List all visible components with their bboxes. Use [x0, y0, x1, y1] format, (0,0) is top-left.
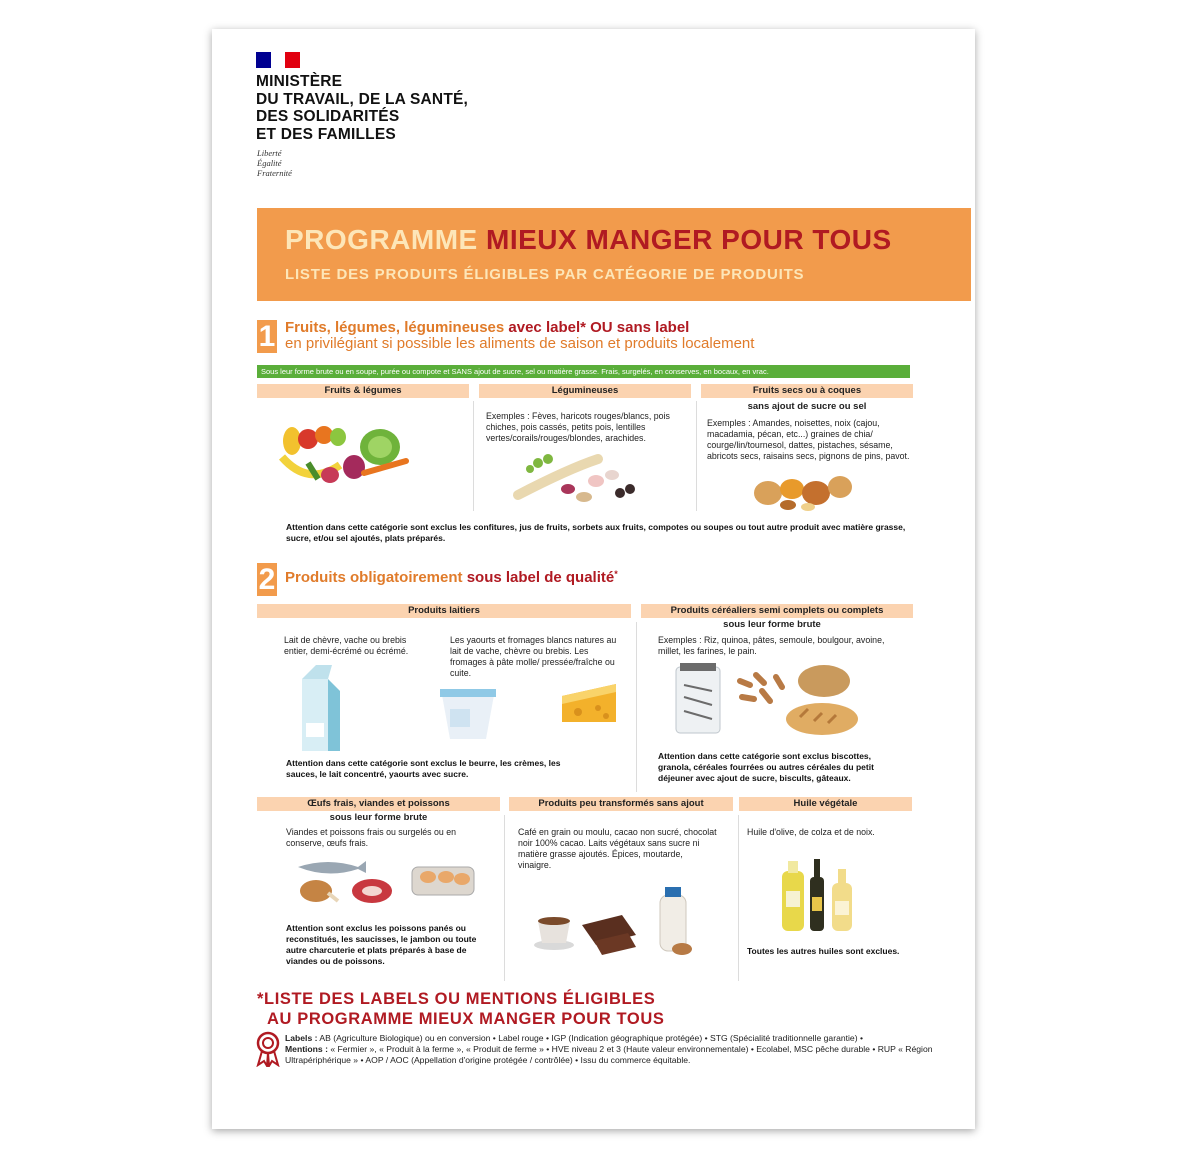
yogurt-illustration: [436, 681, 500, 745]
section-number: 1: [258, 320, 276, 353]
divider: [738, 815, 739, 981]
dairy-warning: Attention dans cette catégorie sont exclus le beurre, les crèmes, les sauces, le lait concentré, yaourts avec sucre.: [286, 758, 561, 779]
processed-header: Produits peu transformés sans ajout: [509, 797, 733, 811]
divider: [473, 401, 474, 511]
labels-title: [257, 989, 664, 1029]
ministry-name: [256, 73, 468, 143]
processed-illustration: [532, 885, 712, 965]
divider: [696, 401, 697, 511]
cereals-header: Produits céréaliers semi complets ou complets: [641, 604, 913, 618]
section1-title: [285, 319, 689, 336]
labels-list: AB (Agriculture Biologique) ou en conversion • Label rouge • IGP (Indication géographique protégée) • STG (Spécialité traditionnelle garantie) •: [317, 1033, 863, 1043]
section2-title-part1: Produits obligatoirement: [285, 569, 467, 586]
nuts-illustration: [752, 469, 862, 511]
dairy-yogurt-text: Les yaourts et fromages blancs natures au lait de vache, chèvre ou brebis. Les fromages à pâte molle/ pressée/fraîche ou cuite.: [450, 635, 617, 678]
legumes-header: Légumineuses: [479, 384, 691, 398]
dairy-milk-text: Lait de chèvre, vache ou brebis entier, demi-écrémé ou écrémé.: [284, 635, 409, 656]
section1-title-part1: Fruits, légumes, légumineuses: [285, 319, 509, 336]
dairy-header: Produits laitiers: [257, 604, 631, 618]
labels-title-line1: *LISTE DES LABELS OU MENTIONS ÉLIGIBLES: [257, 990, 656, 1008]
mentions-list: « Fermier », « Produit à la ferme », « Produit de ferme » • HVE niveau 2 et 3 (Haute valeur environnementale) • Ecolabel, MSC pêche durable • RUP « Région Ultrapériphérique » • AOP / AOC (Appellation d'origine protégée / contrôlée) • Issu du commerce équitable.: [285, 1044, 933, 1065]
motto-line: Fraternité: [257, 168, 292, 178]
divider: [636, 622, 637, 792]
motto-line: Liberté: [257, 148, 282, 158]
banner-title-part2: MIEUX MANGER POUR TOUS: [486, 224, 892, 255]
divider: [504, 815, 505, 981]
milk-carton-illustration: [292, 663, 352, 753]
section1-title-part2: avec label* OU sans label: [508, 319, 690, 336]
cereals-subheader: sous leur forme brute: [723, 619, 821, 630]
oil-bottles-illustration: [778, 857, 858, 933]
ministry-line: DU TRAVAIL, DE LA SANTÉ,: [256, 90, 469, 108]
oil-warning: Toutes les autres huiles sont exclues.: [747, 946, 900, 956]
legumes-text: Exemples : Fèves, haricots rouges/blancs, pois chiches, pois cassés, petits pois, lentilles vertes/corails/rouges/blondes, arachides.: [486, 411, 670, 443]
mentions-prefix: Mentions :: [285, 1044, 328, 1054]
fruits-vegetables-header: Fruits & légumes: [257, 384, 469, 398]
nuts-text: Exemples : Amandes, noisettes, noix (cajou, macadamia, pécan, etc...) graines de chia/ courge/lin/tournesol, dattes, pistaches, sésame, abricots secs, raisains secs, pignons de pins, pavot.: [707, 418, 910, 461]
section-number: 2: [258, 563, 276, 596]
banner-title-part1: PROGRAMME: [285, 224, 486, 255]
ministry-line: DES SOLIDARITÉS: [256, 108, 400, 125]
french-flag-logo: [256, 52, 300, 68]
nuts-subheader: sans ajout de sucre ou sel: [747, 401, 867, 412]
oil-header: Huile végétale: [739, 797, 912, 811]
proteins-warning: Attention sont exclus les poissons panés ou reconstitués, les saucisses, le jambon ou toute autre charcuterie et plats préparés à base de viandes ou de poissons.: [286, 923, 477, 966]
processed-text: Café en grain ou moulu, cacao non sucré, chocolat noir 100% cacao. Laits végétaux sans sucre ni matière grasse ajoutés. Épices, moutarde, vinaigre.: [518, 827, 717, 870]
flyer-sheet: [212, 29, 975, 1129]
program-banner: [257, 208, 971, 301]
ministry-line: ET DES FAMILLES: [256, 125, 396, 143]
oil-text: Huile d'olive, de colza et de noix.: [747, 827, 875, 837]
section1-warning: Attention dans cette catégorie sont exclus les confitures, jus de fruits, sorbets aux fruits, compotes ou soupes ou tout autre produit avec matière grasse, sucre, et/ou sel ajoutés, plats préparés.: [286, 522, 906, 543]
labels-title-line2: AU PROGRAMME MIEUX MANGER POUR TOUS: [267, 1010, 665, 1028]
section2-title-star: *: [614, 569, 618, 579]
section2-title-part2: sous label de qualité: [466, 569, 615, 586]
labels-text: [285, 1033, 933, 1066]
motto-line: Égalité: [257, 158, 282, 168]
republic-motto: [257, 148, 292, 178]
award-ribbon-icon: [256, 1031, 280, 1067]
proteins-text: Viandes et poissons frais ou surgelés ou en conserve, œufs frais.: [286, 827, 457, 848]
cereals-illustration: [672, 661, 872, 741]
proteins-subheader: sous leur forme brute: [329, 812, 428, 823]
ministry-line: MINISTÈRE: [256, 73, 343, 90]
nuts-header: Fruits secs ou à coques: [701, 384, 913, 398]
cereals-warning: Attention dans cette catégorie sont exclus biscottes, granola, céréales fourrées ou autres céréales du petit déjeuner avec ajout de sucre, biscults, gâteaux.: [658, 751, 874, 783]
legumes-illustration: [508, 449, 648, 507]
fruits-vegetables-illustration: [278, 417, 418, 495]
proteins-illustration: [294, 857, 484, 909]
proteins-header: Œufs frais, viandes et poissons: [257, 797, 500, 811]
section1-subtitle: en privilégiant si possible les aliments de saison et produits localement: [285, 335, 755, 352]
banner-title: [285, 224, 892, 256]
cereals-text: Exemples : Riz, quinoa, pâtes, semoule, boulgour, avoine, millet, les farines, le pain.: [658, 635, 885, 656]
cheese-illustration: [558, 682, 620, 726]
banner-subtitle: LISTE DES PRODUITS ÉLIGIBLES PAR CATÉGORIE DE PRODUITS: [285, 266, 805, 283]
labels-prefix: Labels :: [285, 1033, 318, 1043]
section1-green-note: Sous leur forme brute ou en soupe, purée ou compote et SANS ajout de sucre, sel ou matière grasse. Frais, surgelés, en conserves, en bocaux, en vrac.: [257, 365, 910, 378]
section2-title: [285, 569, 618, 586]
